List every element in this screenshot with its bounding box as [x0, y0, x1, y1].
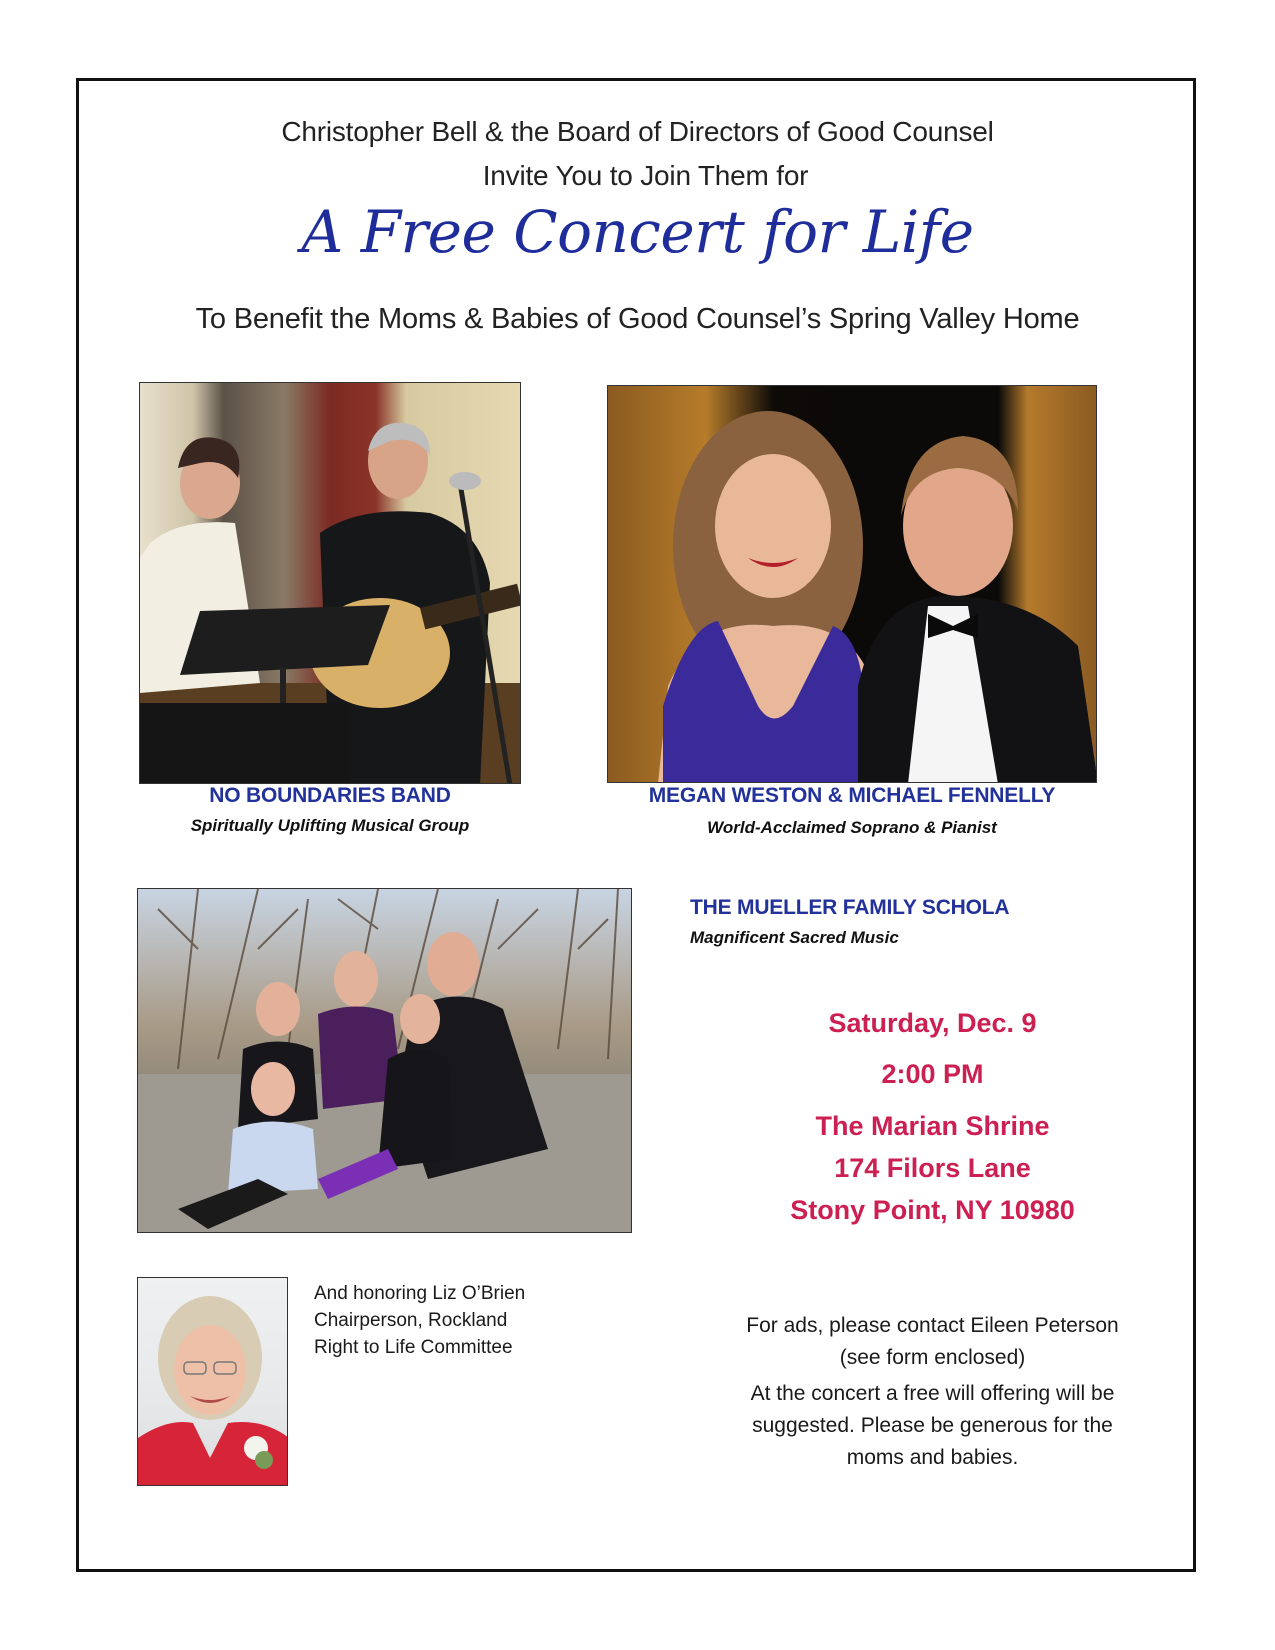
event-date: Saturday, Dec. 9 [828, 1008, 1037, 1038]
benefit-subtitle: To Benefit the Moms & Babies of Good Counsel’s Spring Valley Home [195, 303, 1080, 335]
event-street: 174 Filors Lane [834, 1153, 1031, 1183]
family-photo [137, 888, 632, 1233]
performer-desc-couple: World-Acclaimed Soprano & Pianist [707, 818, 997, 837]
honoree-portrait-illustration [138, 1278, 288, 1486]
honoree-portrait [137, 1277, 288, 1486]
invite-line: Invite You to Join Them for [482, 160, 809, 191]
honoree-line-2: Chairperson, Rockland [314, 1310, 508, 1331]
event-time: 2:00 PM [881, 1059, 984, 1089]
couple-photo-illustration [608, 386, 1097, 783]
band-performing-photo [139, 382, 521, 784]
soprano-pianist-photo [607, 385, 1097, 783]
ads-line-1: For ads, please contact Eileen Peterson [746, 1314, 1119, 1337]
honoree-line-1: And honoring Liz O’Brien [314, 1283, 526, 1304]
offering-note [700, 1378, 1165, 1474]
performer-name-band: NO BOUNDARIES BAND [209, 784, 451, 807]
ads-contact [700, 1310, 1165, 1374]
band-photo-illustration [140, 383, 521, 784]
event-title: A Free Concert for Life [301, 198, 974, 266]
offering-line-3: moms and babies. [846, 1446, 1019, 1469]
event-venue: The Marian Shrine [815, 1111, 1050, 1141]
performer-desc-band: Spiritually Uplifting Musical Group [190, 816, 470, 835]
performer-desc-family: Magnificent Sacred Music [690, 928, 899, 947]
performer-name-family: THE MUELLER FAMILY SCHOLA [690, 896, 1010, 919]
ads-line-2: (see form enclosed) [839, 1346, 1026, 1369]
event-city: Stony Point, NY 10980 [790, 1195, 1075, 1225]
offering-line-2: suggested. Please be generous for the [752, 1414, 1113, 1437]
family-photo-illustration [138, 889, 632, 1233]
host-line: Christopher Bell & the Board of Directors of Good Counsel [281, 116, 994, 147]
honoree-line-3: Right to Life Committee [314, 1337, 513, 1358]
honoree-text [314, 1280, 525, 1361]
offering-line-1: At the concert a free will offering will be [750, 1382, 1115, 1405]
performer-name-couple: MEGAN WESTON & MICHAEL FENNELLY [648, 784, 1056, 807]
